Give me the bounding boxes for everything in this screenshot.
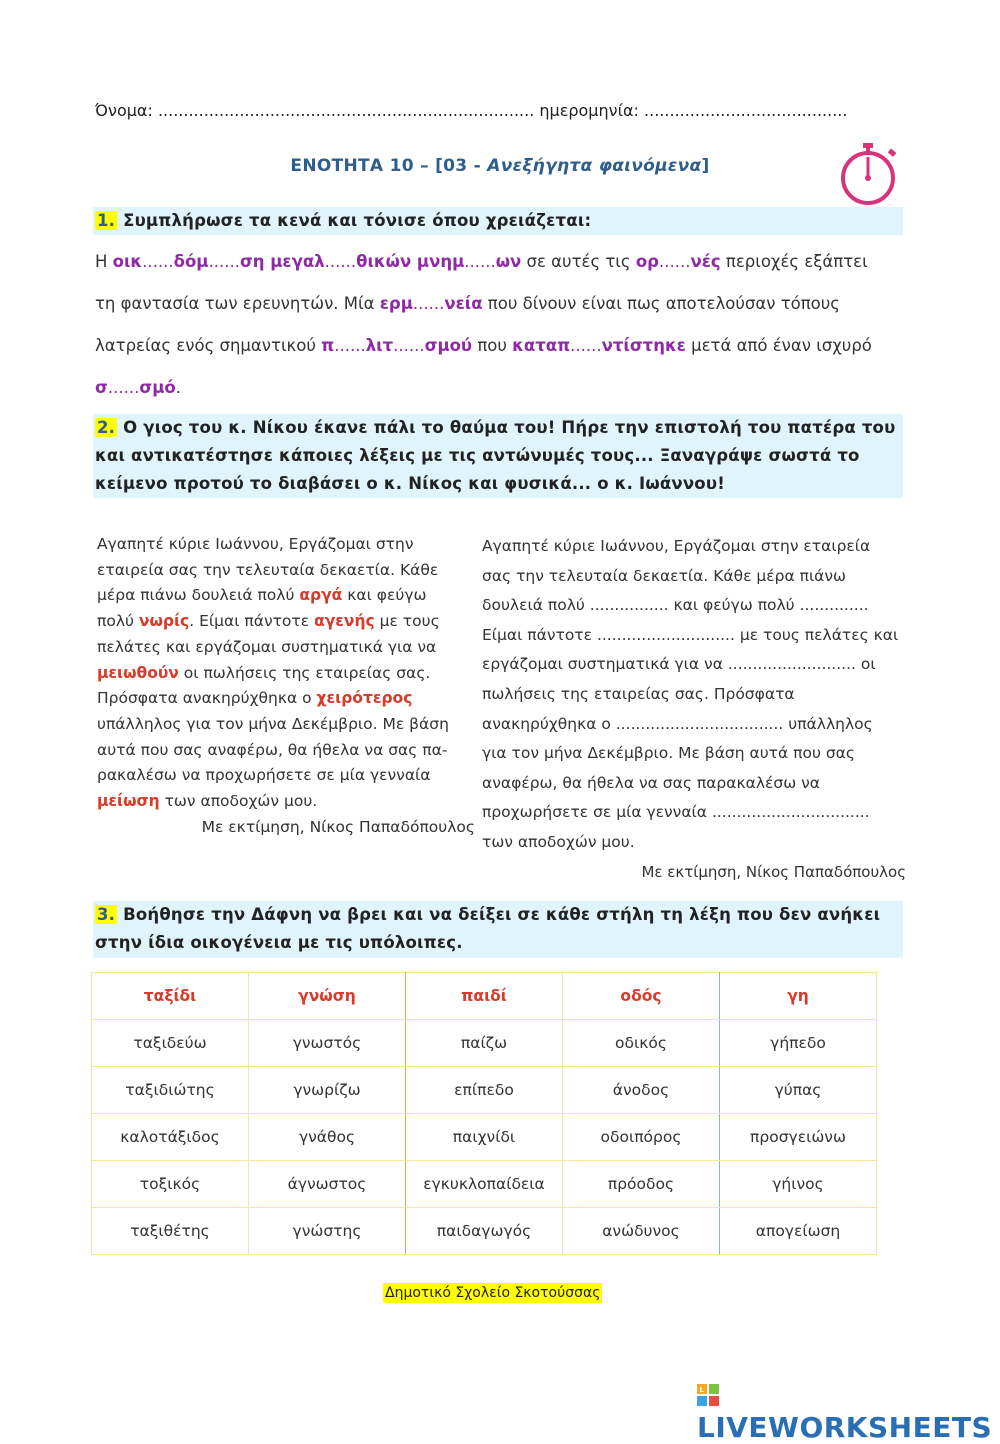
word-cell[interactable]: απογείωση: [720, 1208, 877, 1255]
q2-band: [93, 414, 903, 498]
text-segment: Η: [95, 252, 113, 271]
text-segment: υπάλληλος για τον μήνα Δεκέμβριο. Με βάση: [97, 714, 449, 733]
highlighted-word: δόμ: [173, 252, 209, 271]
blank-field[interactable]: ......: [393, 336, 425, 355]
letter-line: [97, 532, 475, 558]
blank-field[interactable]: ......: [570, 336, 602, 355]
title-part1: ΕΝΟΤΗΤΑ 10 – [03 -: [290, 156, 488, 176]
svg-text:L: L: [699, 1386, 705, 1394]
letter-line[interactable]: προχωρήσετε σε μία γενναία ................................: [482, 803, 870, 822]
letter-line[interactable]: δουλειά πολύ ................ και φεύγω πολύ ..............: [482, 596, 869, 615]
highlighted-word: ων: [495, 252, 522, 271]
highlighted-word: χειρότερος: [316, 689, 413, 708]
word-cell[interactable]: άγνωστος: [249, 1161, 406, 1208]
original-letter-body: [97, 532, 475, 815]
word-cell[interactable]: προσγειώνω: [720, 1114, 877, 1161]
table-row: [92, 1161, 877, 1208]
highlighted-word: μείωση: [97, 792, 160, 811]
q1-number: 1.: [97, 211, 116, 230]
q2-prompt-line-2: και αντικατέστησε κάποιες λέξεις με τις αντώνυμές τους... Ξαναγράψε σωστά το: [95, 446, 860, 465]
text-segment: πελάτες και εργάζομαι συστηματικά για να: [97, 637, 437, 656]
highlighted-word: σμό: [139, 378, 176, 397]
highlighted-word: σμού: [424, 336, 473, 355]
highlighted-word: ση μεγαλ: [239, 252, 325, 271]
highlighted-word: νωρίς: [138, 612, 190, 631]
letter-line: [97, 738, 475, 764]
highlighted-word: θικών μνημ: [356, 252, 465, 271]
q3-prompt-line-1: Βοήθησε την Δάφνη να βρει και να δείξει σε κάθε στήλη τη λέξη που δεν ανήκει: [117, 905, 881, 924]
word-cell[interactable]: ταξιδεύω: [92, 1020, 249, 1067]
letter-line: [97, 583, 475, 609]
letter-line: αναφέρω, θα ήθελα να σας παρακαλέσω να: [482, 773, 820, 792]
highlighted-word: αργά: [299, 586, 343, 605]
word-family-table: [91, 972, 877, 1255]
word-cell[interactable]: επίπεδο: [406, 1067, 563, 1114]
highlighted-word: μειωθούν: [97, 663, 179, 682]
word-cell[interactable]: ανώδυνος: [563, 1208, 720, 1255]
letter-line: [97, 609, 475, 635]
letter-line: [97, 558, 475, 584]
letter-line: [97, 686, 475, 712]
text-segment: περιοχές εξάπτει: [720, 252, 868, 271]
word-cell[interactable]: γνάθος: [249, 1114, 406, 1161]
word-cell[interactable]: εγκυκλοπαίδεια: [406, 1161, 563, 1208]
word-cell[interactable]: παιχνίδι: [406, 1114, 563, 1161]
table-row: [92, 1067, 877, 1114]
text-segment: που δίνουν είναι πως αποτελούσαν τόπους: [482, 294, 840, 313]
word-cell[interactable]: παιδαγωγός: [406, 1208, 563, 1255]
blank-field[interactable]: ......: [464, 252, 496, 271]
blank-field[interactable]: ......: [412, 294, 445, 313]
word-cell[interactable]: άνοδος: [563, 1067, 720, 1114]
word-cell[interactable]: γήινος: [720, 1161, 877, 1208]
q1-line-3: [95, 329, 905, 371]
table-row: [92, 1020, 877, 1067]
letter-line[interactable]: εργάζομαι συστηματικά για να .......................... οι: [482, 655, 876, 674]
table-header-row: [92, 973, 877, 1020]
name-label: Όνομα:: [95, 101, 153, 120]
text-segment: σε αυτές τις: [521, 252, 636, 271]
letter-line: [97, 789, 475, 815]
highlighted-word: π: [321, 336, 335, 355]
table-row: [92, 1114, 877, 1161]
text-segment: τη φαντασία των ερευνητών. Μία: [95, 294, 380, 313]
blank-field[interactable]: ......: [107, 378, 140, 397]
table-header-cell: γνώση: [249, 973, 406, 1020]
header-line: [95, 101, 847, 120]
highlighted-word: λιτ: [365, 336, 394, 355]
letter-line: πωλήσεις της εταιρείας σας. Πρόσφατα: [482, 684, 795, 703]
text-segment: που: [472, 336, 513, 355]
word-cell[interactable]: γήπεδο: [720, 1020, 877, 1067]
highlighted-word: οικ: [112, 252, 143, 271]
corrected-letter: [482, 532, 906, 887]
letter-line: Αγαπητέ κύριε Ιωάννου, Εργάζομαι στην εταιρεία: [482, 537, 871, 555]
q3-band: [93, 901, 903, 958]
original-letter: [97, 532, 475, 840]
school-name: Δημοτικό Σχολείο Σκοτούσσας: [385, 1285, 601, 1301]
table-header-cell: γη: [720, 973, 877, 1020]
text-segment: μέρα πιάνω δουλειά πολύ: [97, 586, 300, 605]
q1-fill-text: [95, 245, 905, 413]
word-cell[interactable]: τοξικός: [92, 1161, 249, 1208]
blank-field[interactable]: ......: [334, 336, 366, 355]
text-segment: . Είμαι πάντοτε: [189, 612, 315, 631]
q1-line-4: [95, 371, 905, 413]
word-cell[interactable]: γύπας: [720, 1067, 877, 1114]
highlighted-word: ερμ: [379, 294, 413, 313]
word-cell[interactable]: οδικός: [563, 1020, 720, 1067]
word-cell[interactable]: γνωστός: [249, 1020, 406, 1067]
text-segment: πολύ: [97, 612, 139, 631]
corrected-letter-signature: Με εκτίμηση, Νίκος Παπαδόπουλος: [641, 862, 906, 881]
text-segment: των αποδοχών μου.: [159, 792, 318, 811]
table-header-cell: παιδί: [406, 973, 563, 1020]
name-field[interactable]: ..........................................................................: [157, 101, 535, 120]
blank-field[interactable]: ......: [142, 252, 174, 271]
text-segment: .: [175, 378, 181, 397]
q1-prompt-text: Συμπλήρωσε τα κενά και τόνισε όπου χρειάζεται:: [117, 211, 592, 230]
letter-line: [97, 661, 475, 687]
highlighted-word: καταπ: [512, 336, 571, 355]
stopwatch-icon: [835, 140, 903, 208]
date-field[interactable]: ........................................: [644, 101, 848, 120]
table-header-cell: ταξίδι: [92, 973, 249, 1020]
text-segment: και φεύγω: [342, 586, 427, 605]
letter-line: για τον μήνα Δεκέμβριο. Με βάση αυτά που σας: [482, 744, 855, 763]
word-cell[interactable]: ταξιθέτης: [92, 1208, 249, 1255]
q3-prompt-line-2: στην ίδια οικογένεια με τις υπόλοιπες.: [95, 933, 463, 952]
table-header-cell: οδός: [563, 973, 720, 1020]
highlighted-word: νές: [690, 252, 721, 271]
text-segment: λατρείας ενός σημαντικού: [95, 336, 322, 355]
text-segment: με τους: [374, 612, 440, 631]
text-segment: εταιρεία σας την τελευταία δεκαετία. Κάθε: [97, 560, 439, 579]
q3-prompt: [93, 901, 903, 957]
word-cell[interactable]: γνώστης: [249, 1208, 406, 1255]
brand-text: LIVEWORKSHEETS: [697, 1411, 993, 1444]
letter-line[interactable]: Είμαι πάντοτε ............................ με τους πελάτες και: [482, 625, 899, 644]
q2-prompt-line-3: κείμενο προτού το διαβάσει ο κ. Νίκος και φυσικά... ο κ. Ιωάννου!: [95, 474, 725, 493]
blank-field[interactable]: ......: [658, 252, 691, 271]
highlighted-word: νεία: [444, 294, 483, 313]
text-segment: μετά από έναν ισχυρό: [685, 336, 872, 355]
q1-line-2: [95, 287, 905, 329]
word-cell[interactable]: πρόοδος: [563, 1161, 720, 1208]
highlighted-word: σ: [95, 378, 108, 397]
corrected-letter-body: [482, 532, 906, 858]
highlighted-word: ντίστηκε: [601, 336, 686, 355]
q1-prompt: [93, 207, 903, 235]
letter-line: [97, 763, 475, 789]
letter-line: [97, 635, 475, 661]
q2-prompt-line-1: Ο γιος του κ. Νίκου έκανε πάλι το θαύμα του! Πήρε την επιστολή του πατέρα του: [117, 418, 896, 437]
letter-line: [97, 712, 475, 738]
original-letter-signature: Με εκτίμηση, Νίκος Παπαδόπουλος: [201, 817, 475, 836]
word-cell[interactable]: καλοτάξιδος: [92, 1114, 249, 1161]
highlighted-word: ορ: [635, 252, 659, 271]
table-row: [92, 1208, 877, 1255]
word-cell[interactable]: γνωρίζω: [249, 1067, 406, 1114]
title-part3: ]: [701, 156, 710, 176]
date-label: ημερομηνία:: [539, 101, 639, 120]
word-cell[interactable]: οδοιπόρος: [563, 1114, 720, 1161]
blank-field[interactable]: ......: [208, 252, 240, 271]
letter-line: των αποδοχών μου.: [482, 832, 635, 851]
letter-line[interactable]: ανακηρύχθηκα ο .................................. υπάλληλος: [482, 714, 873, 733]
word-cell[interactable]: παίζω: [406, 1020, 563, 1067]
q3-number: 3.: [97, 905, 116, 924]
blank-field[interactable]: ......: [324, 252, 357, 271]
q1-line-1: [95, 245, 905, 287]
highlighted-word: αγενής: [314, 612, 375, 631]
letter-line: σας την τελευταία δεκαετία. Κάθε μέρα πιάνω: [482, 566, 847, 585]
liveworksheets-logo-icon: [697, 1384, 719, 1406]
text-segment: ρακαλέσω να προχωρήσετε σε μία γενναία: [97, 766, 431, 785]
text-segment: Πρόσφατα ανακηρύχθηκα ο: [97, 689, 317, 708]
q2-number: 2.: [97, 418, 116, 437]
text-segment: Αγαπητέ κύριε Ιωάννου, Εργάζομαι στην: [97, 535, 414, 553]
word-cell[interactable]: ταξιδιώτης: [92, 1067, 249, 1114]
q1-band: [93, 207, 903, 235]
title-part2: Ανεξήγητα φαινόμενα: [487, 156, 702, 176]
text-segment: οι πωλήσεις της εταιρείας σας.: [178, 663, 431, 682]
q2-prompt: [93, 414, 903, 498]
text-segment: αυτά που σας αναφέρω, θα ήθελα να σας πα-: [97, 740, 448, 759]
liveworksheets-brand[interactable]: [697, 1378, 1000, 1444]
